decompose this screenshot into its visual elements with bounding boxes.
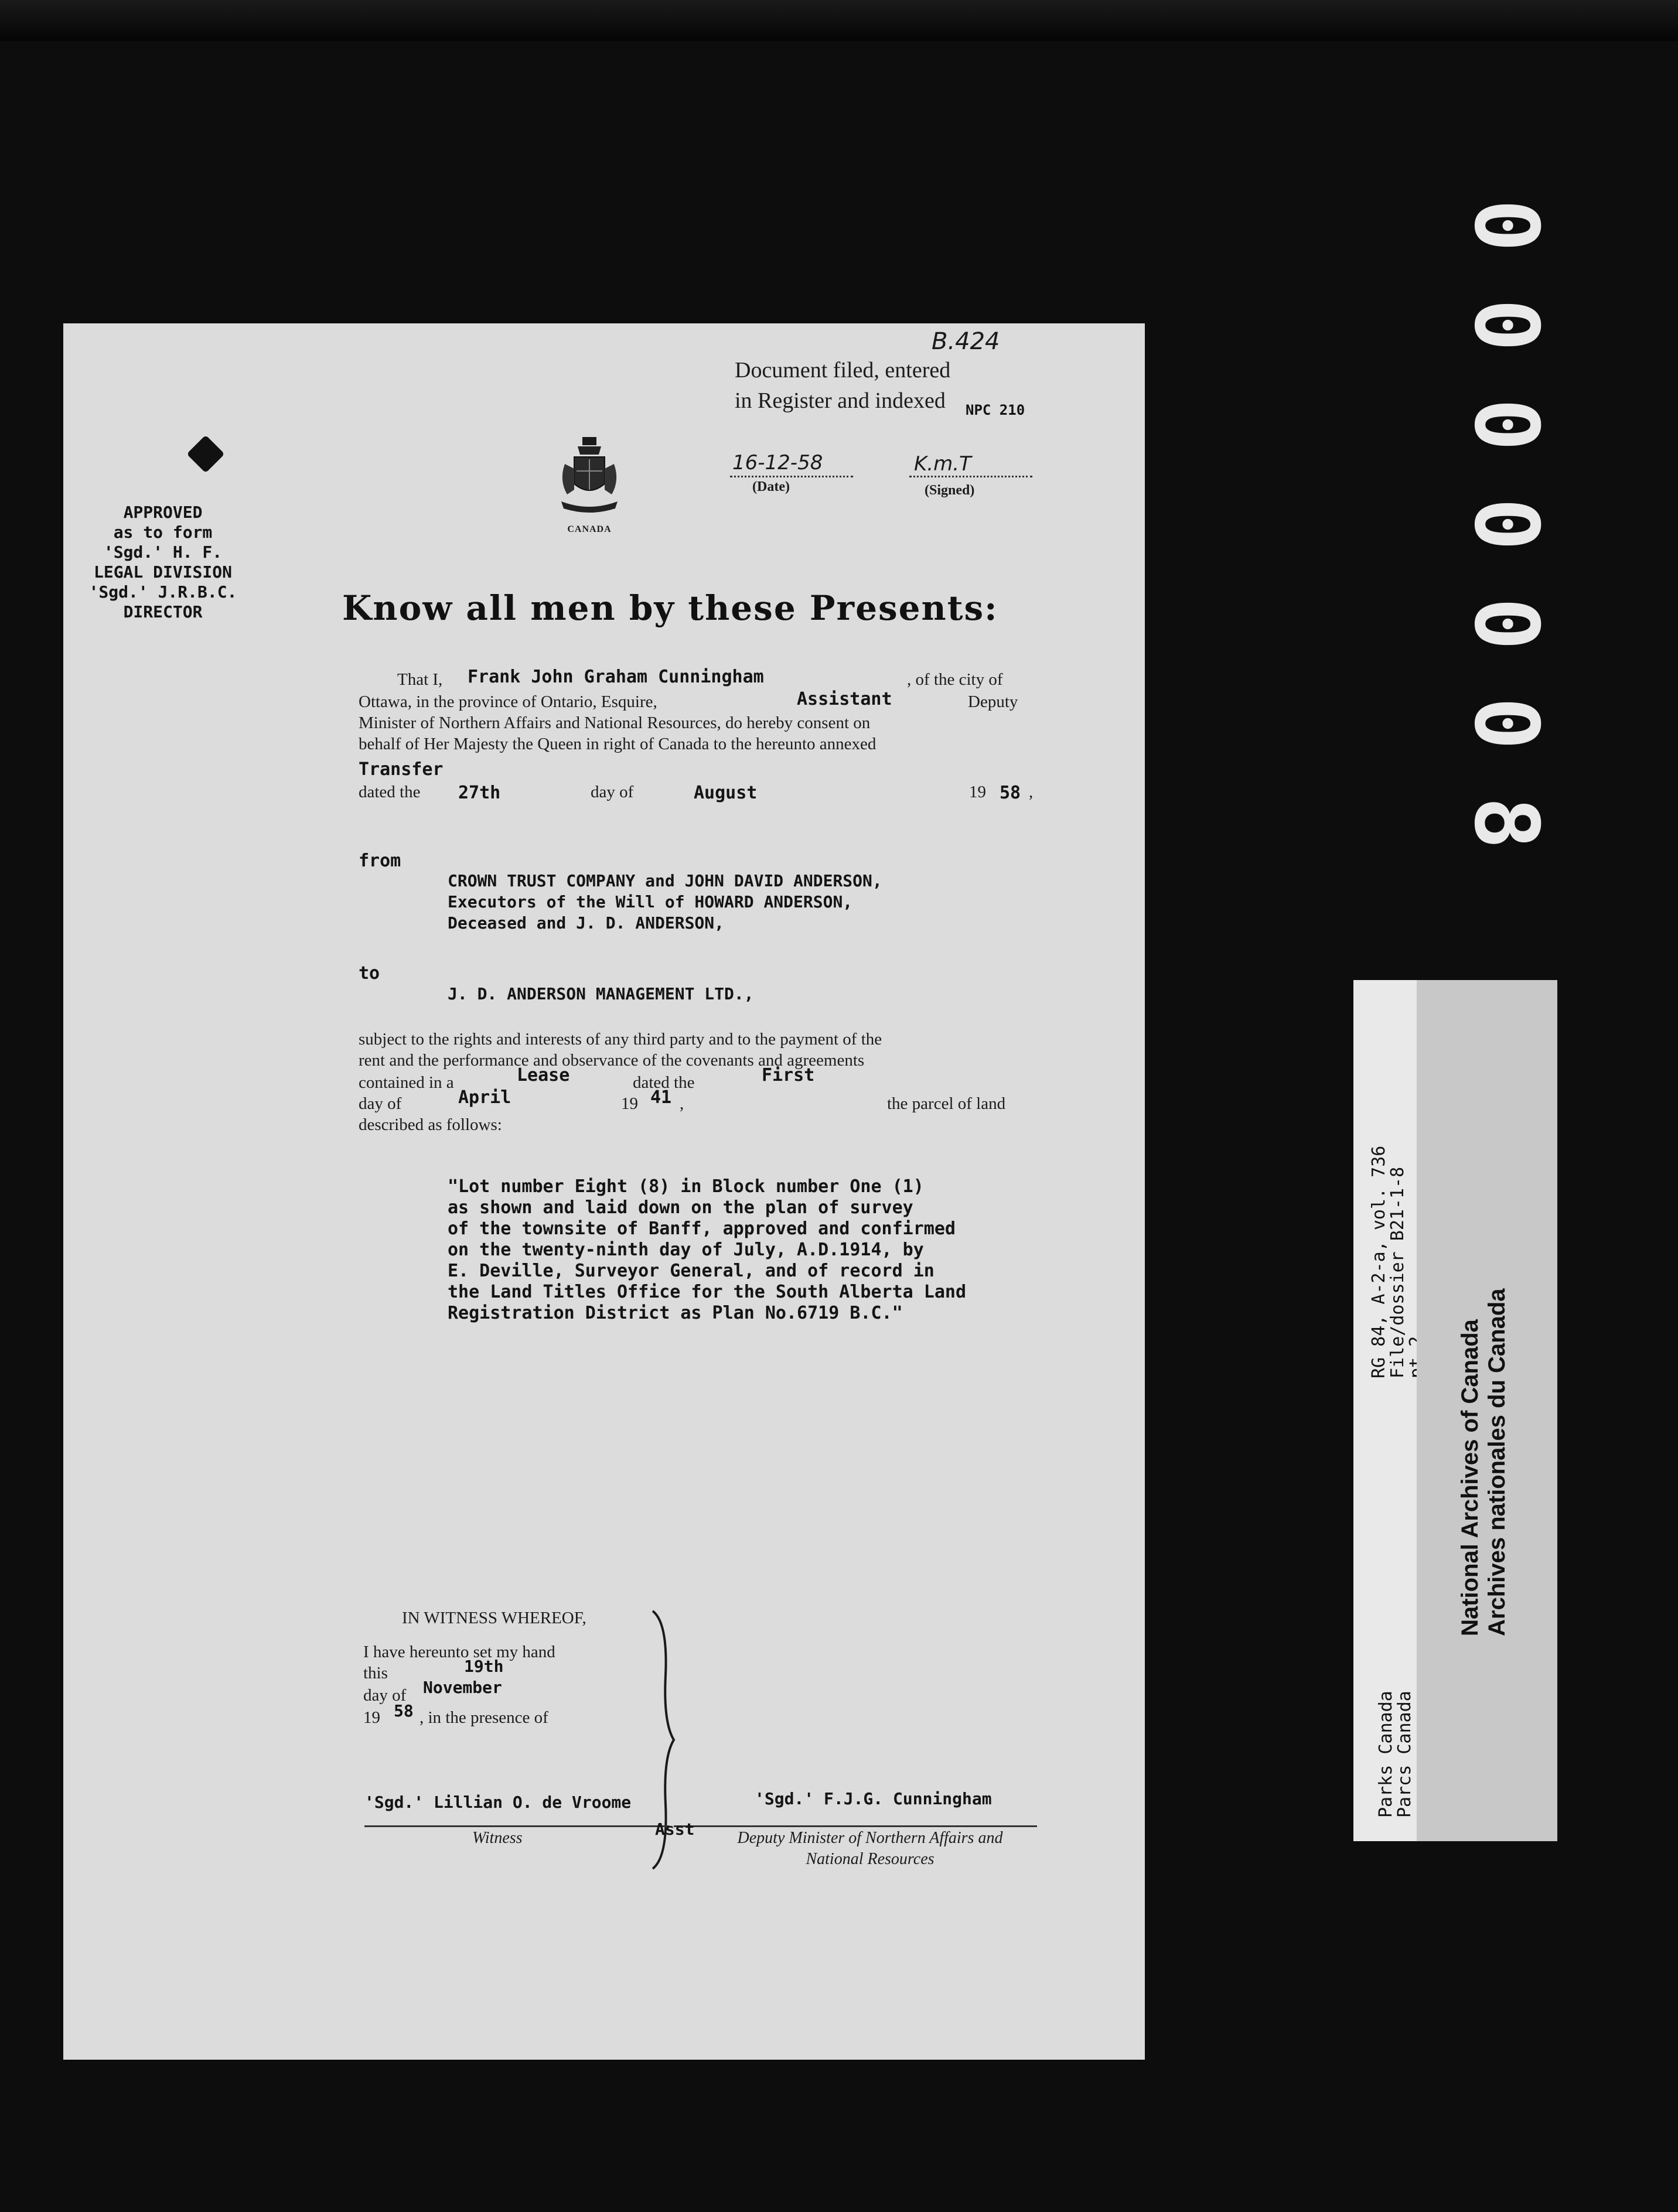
day-of: day of: [359, 1094, 402, 1113]
crest-caption: CANADA: [567, 524, 612, 534]
national-archives-label: [1417, 980, 1557, 1841]
film-edge: [0, 0, 1678, 41]
approved-line: as to form: [113, 523, 213, 542]
comma: ,: [1029, 783, 1034, 801]
consent-line: behalf of Her Majesty the Queen in right of Canada to the hereunto annexed: [359, 735, 876, 753]
of-city: , of the city of: [907, 670, 1003, 689]
deputy-word: Deputy: [968, 692, 1018, 711]
subject-line: rent and the performance and observance of the covenants and agreements: [359, 1051, 865, 1070]
transferor-line: Executors of the Will of HOWARD ANDERSON,: [448, 892, 853, 912]
approved-line: 'Sgd.' J.R.B.C.: [88, 582, 237, 602]
canada-coat-of-arms: [554, 433, 625, 533]
filed-date: 16-12-58: [732, 451, 823, 475]
frame-digit: 0: [1455, 597, 1557, 651]
filed-line: Document filed, entered: [735, 358, 951, 383]
year-prefix: 19: [969, 783, 986, 801]
to-label: to: [359, 963, 380, 984]
transferor-line: CROWN TRUST COMPANY and JOHN DAVID ANDERSON,: [448, 871, 882, 890]
reference-number: B.424: [932, 328, 1000, 355]
frame-digit: 8: [1455, 796, 1557, 850]
lease-dated: dated the: [633, 1073, 695, 1092]
signature-line: [364, 1825, 669, 1827]
transferor-line: Deceased and J. D. ANDERSON,: [448, 913, 725, 933]
deputy-title: [697, 1828, 1043, 1870]
consent-line: Minister of Northern Affairs and National Resources, do hereby consent on: [359, 714, 871, 732]
transferee: J. D. ANDERSON MANAGEMENT LTD.,: [448, 984, 754, 1003]
day-of: day of: [363, 1686, 407, 1705]
dated-the: dated the: [359, 783, 421, 801]
stamp-code: NPC 210: [966, 402, 1025, 418]
land-description: "Lot number Eight (8) in Block number One (1) as shown and laid down on the plan of survey of the townsite of Banff, approved and confirmed on the twenty-ninth day of July, A.D.1914, by E. Deville, Surveyor General, and of record in the Land Titles Office for the South Alberta Land Registration District as Plan No.6719 B.C.": [448, 1176, 967, 1323]
signature-line: [674, 1825, 1037, 1827]
transfer-month: August: [694, 783, 758, 803]
transfer-day: 27th: [458, 783, 501, 803]
subject-line: subject to the rights and interests of any third party and to the payment of the: [359, 1030, 882, 1049]
frame-digit: 0: [1455, 697, 1557, 750]
approved-line: DIRECTOR: [123, 602, 203, 622]
year-prefix: 19: [621, 1094, 638, 1113]
instrument-type: Transfer: [359, 759, 444, 780]
dotted-rule: [909, 476, 1032, 477]
approved-line: APPROVED: [123, 503, 203, 522]
lease-word: Lease: [517, 1065, 570, 1085]
signed-label: (Signed): [925, 483, 975, 498]
transfer-year: 58: [1000, 783, 1021, 803]
lease-month: April: [458, 1087, 511, 1108]
parks-canada: Parks Canada Parcs Canada: [1376, 1691, 1415, 1818]
transferor: [448, 871, 882, 934]
witness-line: I have hereunto set my hand: [363, 1643, 555, 1661]
asst-prefix: Asst: [655, 1820, 695, 1839]
lease-year: 41: [650, 1087, 672, 1108]
frame-digit: 0: [1455, 298, 1557, 352]
frame-digit: 0: [1455, 497, 1557, 551]
assistant-title: Assistant: [797, 689, 892, 709]
approved-line: 'Sgd.' H. F.: [103, 542, 223, 562]
presence-text: , in the presence of: [420, 1708, 548, 1727]
national-archives-name: National Archives of Canada Archives nationales du Canada: [1457, 1288, 1510, 1636]
frame-digit: 0: [1455, 199, 1557, 252]
this-word: this: [363, 1664, 388, 1682]
contained-in: contained in a: [359, 1073, 454, 1092]
comma: ,: [680, 1094, 684, 1113]
document-heading: Know all men by these Presents:: [342, 588, 998, 628]
deputy-title-line: Deputy Minister of Northern Affairs and: [737, 1829, 1003, 1847]
crest-icon: [554, 433, 625, 521]
lease-day: First: [762, 1065, 815, 1085]
approved-line: LEGAL DIVISION: [93, 562, 232, 582]
witness-year: 58: [394, 1701, 414, 1721]
filed-line: in Register and indexed: [735, 388, 946, 413]
witness-heading: IN WITNESS WHEREOF,: [402, 1609, 586, 1627]
witness-month: November: [423, 1678, 502, 1697]
deputy-signature: 'Sgd.' F.J.G. Cunningham: [755, 1789, 992, 1808]
dotted-rule: [730, 476, 853, 477]
year-prefix: 19: [363, 1708, 380, 1727]
frame-number: [1447, 176, 1564, 873]
date-label: (Date): [752, 479, 790, 494]
described-text: described as follows:: [359, 1115, 502, 1134]
parcel-text: the parcel of land: [887, 1094, 1006, 1113]
that-i: That I,: [397, 670, 443, 689]
from-label: from: [359, 851, 401, 871]
witness-day: 19th: [464, 1657, 504, 1676]
filed-signature: K.m.T: [914, 452, 971, 476]
day-of: day of: [591, 783, 634, 801]
consenting-name: Frank John Graham Cunningham: [468, 667, 764, 687]
approved-stamp: [69, 503, 257, 622]
deputy-title-line: National Resources: [806, 1850, 935, 1868]
consent-line: Ottawa, in the province of Ontario, Esquire,: [359, 692, 657, 711]
frame-digit: 0: [1455, 398, 1557, 452]
archive-reference: RG 84, A-2-a, vol. 736 File/dossier B21-1-8: [1369, 1145, 1408, 1378]
witness-label: Witness: [472, 1829, 523, 1847]
witness-signature: 'Sgd.' Lillian O. de Vroome: [364, 1793, 632, 1812]
